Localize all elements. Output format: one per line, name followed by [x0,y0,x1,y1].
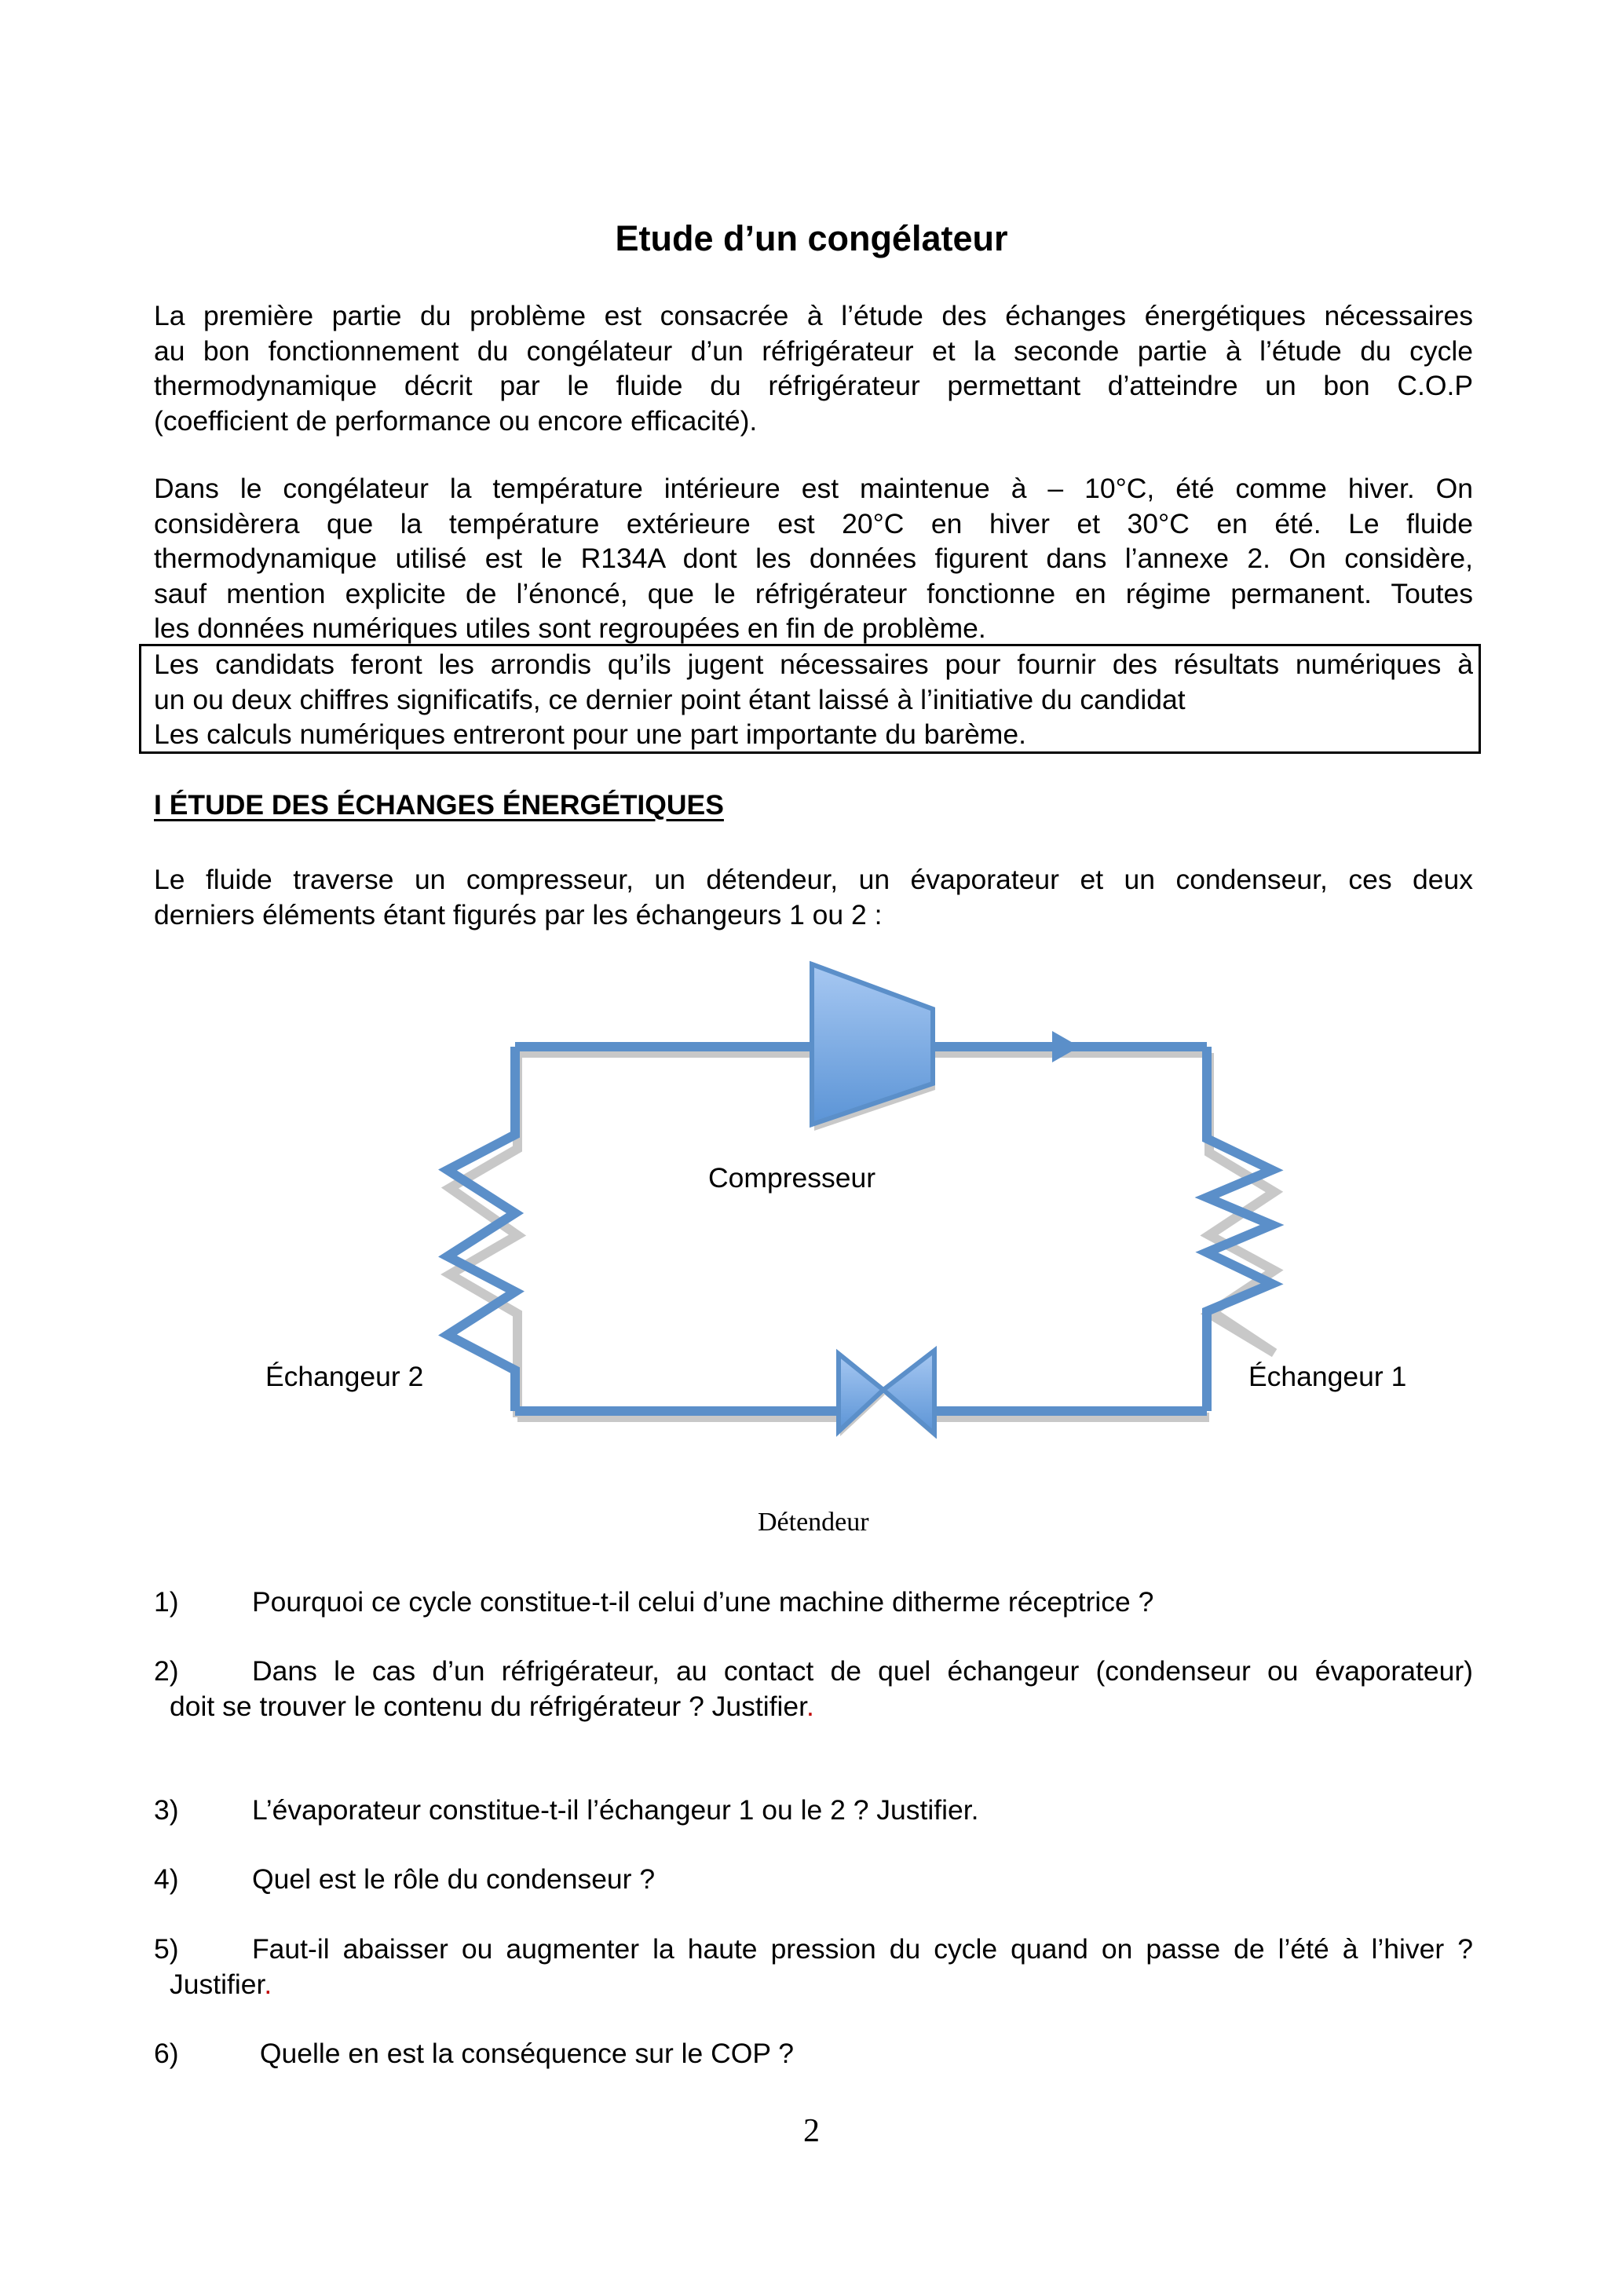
flow-arrow-icon [1052,1031,1080,1062]
intro-line: La première partie du problème est consacrée à l’étude des échanges énergétiques nécessaires [154,300,1473,331]
question-text: Faut-il abaisser ou augmenter la haute pression du cycle quand on passe de l’été à l’hiver ? [252,1933,1473,1965]
section-intro-line: derniers éléments étant figurés par les échangeurs 1 ou 2 : [154,898,883,930]
pipe-loop [448,1047,1272,1411]
question-text: Quel est le rôle du condenseur ? [252,1863,656,1895]
page-title: Etude d’un congélateur [615,218,1008,258]
conditions-line: thermodynamique utilisé est le R134A dont les données figurent dans l’annexe 2. On considère, [154,543,1473,574]
intro-paragraph [154,298,1473,438]
section-heading: I ÉTUDE DES ÉCHANGES ÉNERGÉTIQUES [154,789,724,821]
question-number: 5) [154,1933,179,1965]
expansion-valve-label: Détendeur [758,1508,869,1537]
compressor-icon [812,964,933,1124]
question-number: 6) [154,2038,179,2069]
question-number: 1) [154,1586,179,1618]
question-1 [154,1585,1473,1620]
question-text: Quelle en est la conséquence sur le COP ? [252,2038,795,2069]
question-2 [154,1654,1473,1724]
conditions-line: considèrera que la température extérieure est 20°C en hiver et 30°C en été. Le fluide [154,507,1473,539]
notice-line: Les candidats feront les arrondis qu’ils jugent nécessaires pour fournir des résultats numériques à [154,649,1473,680]
question-3 [154,1793,1473,1828]
question-number: 4) [154,1863,179,1895]
expansion-valve-icon [839,1351,936,1439]
notice-line: Les calculs numériques entreront pour une part importante du barème. [154,718,1026,750]
section-intro [154,862,1473,932]
question-number: 2) [154,1655,179,1687]
notice-line: un ou deux chiffres significatifs, ce dernier point étant laissé à l’initiative du candidat [154,683,1186,715]
exchanger-1-label: Échangeur 1 [1248,1361,1407,1392]
question-5 [154,1932,1473,2002]
question-text: L’évaporateur constitue-t-il l’échangeur 1 ou le 2 ? Justifier. [252,1794,979,1826]
section-intro-line: Le fluide traverse un compresseur, un détendeur, un évaporateur et un condenseur, ces deux [154,864,1473,895]
question-number: 3) [154,1794,179,1826]
question-continuation: Justifier [170,1968,265,2000]
conditions-line: les données numériques utiles sont regroupées en fin de problème. [154,612,986,644]
question-6 [154,2036,1473,2071]
question-continuation: doit se trouver le contenu du réfrigérateur ? Justifier [170,1690,807,1722]
question-continuation-tail: . [806,1690,814,1722]
conditions-line: sauf mention explicite de l’énoncé, que le réfrigérateur fonctionne en régime permanent. Toutes [154,577,1473,609]
notice-text [154,647,1473,752]
exchanger-2-label: Échangeur 2 [265,1361,424,1392]
intro-line: (coefficient de performance ou encore efficacité). [154,404,758,437]
intro-line: thermodynamique décrit par le fluide du réfrigérateur permettant d’atteindre un bon C.O.P [154,370,1473,401]
compressor-label: Compresseur [708,1162,876,1194]
intro-line: au bon fonctionnement du congélateur d’un réfrigérateur et la seconde partie à l’étude du cycle [154,335,1473,367]
question-4 [154,1862,1473,1897]
question-text: Pourquoi ce cycle constitue-t-il celui d’une machine ditherme réceptrice ? [252,1586,1154,1618]
question-text: Dans le cas d’un réfrigérateur, au contact de quel échangeur (condenseur ou évaporateur) [252,1655,1473,1687]
page-number: 2 [803,2113,820,2149]
conditions-line: Dans le congélateur la température intérieure est maintenue à – 10°C, été comme hiver. On [154,473,1473,504]
question-continuation-tail: . [264,1968,272,2000]
conditions-paragraph [154,471,1473,646]
